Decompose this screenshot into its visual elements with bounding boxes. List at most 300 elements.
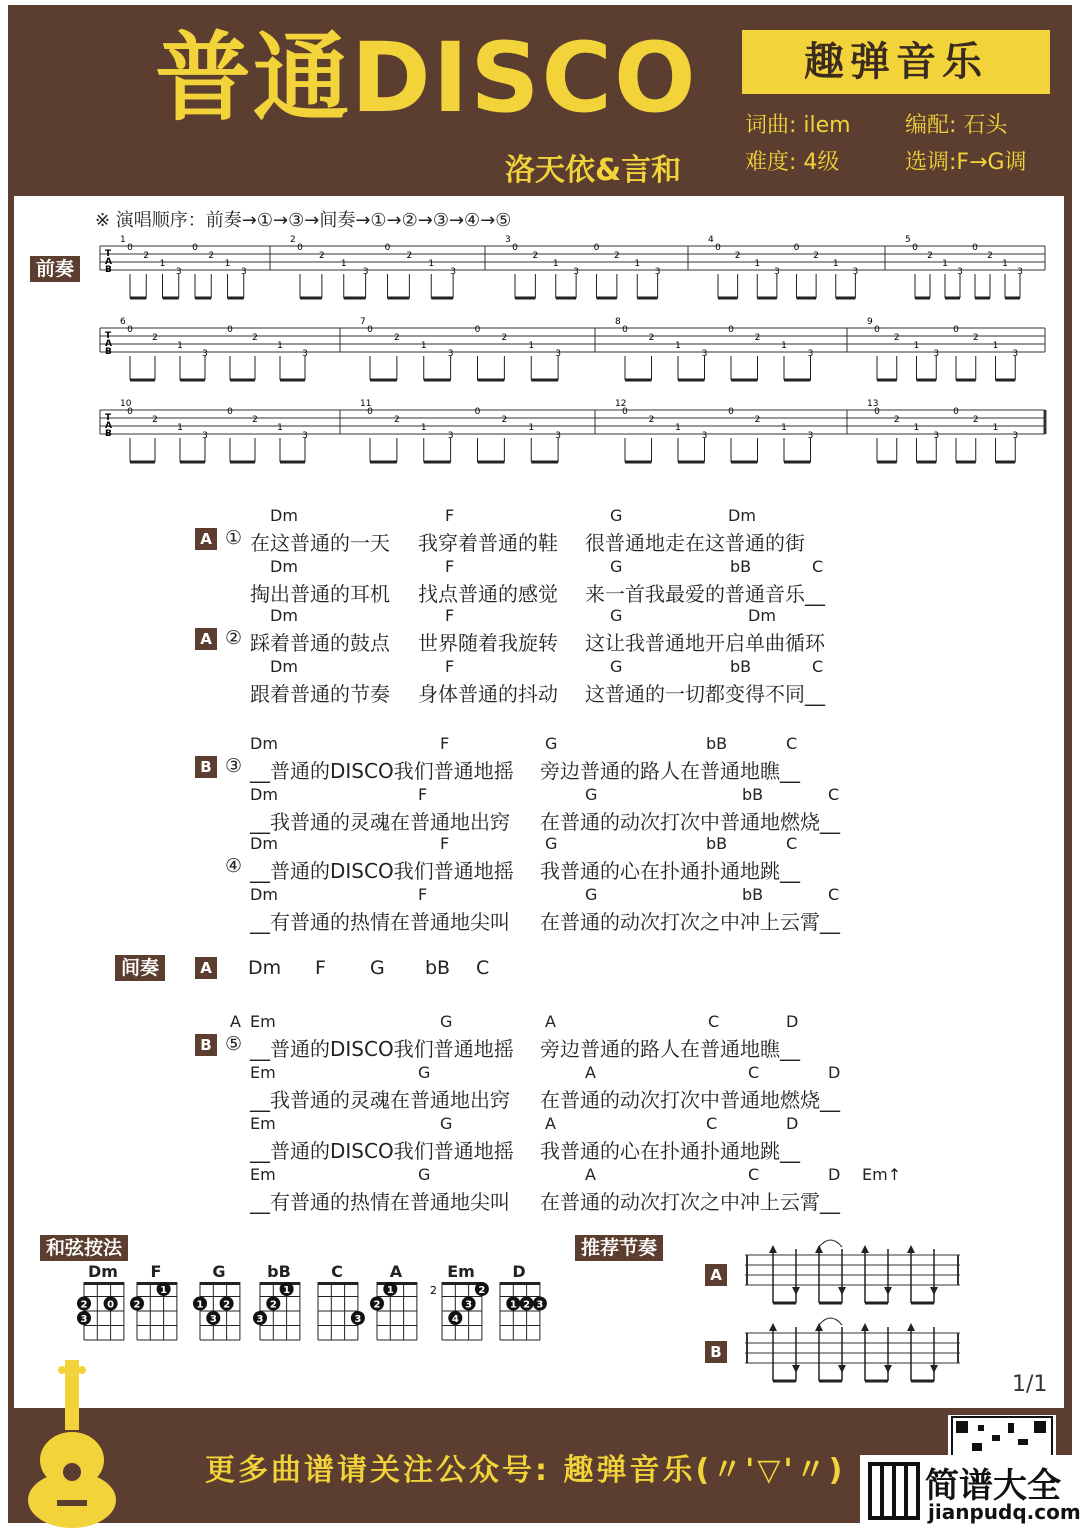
- verse-number: ③: [225, 755, 243, 777]
- chord-symbol: F: [440, 834, 450, 853]
- tab-note: 1: [277, 341, 283, 351]
- nut: [500, 1282, 540, 1285]
- verse-number: ⑤: [225, 1033, 243, 1055]
- tab-note: 0: [192, 243, 198, 253]
- tab-note: 1: [277, 423, 283, 433]
- tab-note: 0: [874, 407, 880, 417]
- tab-note: 2: [252, 415, 258, 425]
- interlude-chord: F: [315, 957, 326, 979]
- chord-symbol: Em: [250, 1012, 276, 1031]
- chord-symbol: G: [545, 834, 558, 853]
- tab-note: 3: [555, 431, 561, 441]
- tab-note: 2: [754, 415, 761, 425]
- chord-diagram-name: bB: [267, 1262, 291, 1281]
- lyric-line: __普通的DISCO我们普通地摇: [250, 1037, 514, 1061]
- tab-note: 3: [302, 349, 308, 359]
- measure-number: 3: [505, 235, 511, 245]
- tab-note: 1: [528, 423, 535, 433]
- finger-number: 2: [133, 1299, 141, 1311]
- measure-number: 8: [615, 317, 621, 327]
- chord-symbol: A: [545, 1114, 556, 1133]
- tab-note: 3: [362, 267, 369, 277]
- chord-diagram-g: [198, 1280, 244, 1344]
- lyric-line: 旁边普通的路人在普通地瞧__: [540, 759, 800, 783]
- chord-symbol: C: [786, 834, 798, 853]
- nut: [137, 1282, 177, 1285]
- difficulty: 难度: 4级: [745, 150, 840, 175]
- chord-symbol: D: [828, 1063, 841, 1082]
- key-info: 选调:F→G调: [905, 150, 1027, 175]
- lyric-line: 踩着普通的鼓点: [250, 631, 390, 655]
- tab-note: 0: [512, 243, 518, 253]
- chord-symbol: F: [418, 885, 428, 904]
- chord-diagram-name: F: [150, 1262, 162, 1281]
- tab-note: 2: [319, 251, 325, 261]
- strum-arrow: [792, 1287, 800, 1295]
- chord-symbol: bB: [730, 657, 752, 676]
- tab-note: 3: [774, 267, 780, 277]
- finger-number: 2: [80, 1299, 88, 1311]
- chord-symbol: Dm: [270, 557, 298, 576]
- tab-note: 2: [734, 251, 741, 261]
- strum-arrow: [930, 1365, 938, 1373]
- finger-number: 2: [523, 1299, 531, 1311]
- strum-arrow: [838, 1365, 846, 1373]
- lyric-line: 旁边普通的路人在普通地瞧__: [540, 1037, 800, 1061]
- tab-note: 0: [874, 325, 880, 335]
- tab-clef-b: B: [105, 265, 112, 275]
- nut: [200, 1282, 240, 1285]
- tab-note: 2: [972, 333, 979, 343]
- lyric-line: 世界随着我旋转: [418, 631, 558, 655]
- finger-number: 2: [373, 1299, 381, 1311]
- lyric-line: 这普通的一切都变得不同__: [585, 682, 825, 706]
- chord-symbol: bB: [742, 785, 764, 804]
- lyric-line: 在普通的动次打次中普通地燃烧__: [540, 1088, 840, 1112]
- qr-code: [948, 1415, 1056, 1459]
- tab-note: 3: [302, 431, 308, 441]
- tab-note: 0: [297, 243, 303, 253]
- tab-note: 0: [622, 407, 628, 417]
- chord-diagram-d: [498, 1280, 544, 1344]
- tab-note: 1: [913, 423, 920, 433]
- chord-symbol: D: [786, 1012, 799, 1031]
- finger-number: 1: [386, 1285, 394, 1296]
- section-mark: A: [195, 528, 217, 550]
- chord-symbol: Em↑: [862, 1165, 902, 1184]
- tab-note: 0: [728, 407, 734, 417]
- chord-symbol: D: [828, 1165, 841, 1184]
- tab-note: 3: [1017, 267, 1023, 277]
- chord-symbol: D: [786, 1114, 799, 1133]
- tab-note: 2: [152, 415, 158, 425]
- tab-clef-t: T: [105, 249, 112, 259]
- tab-note: 1: [1002, 259, 1008, 269]
- tab-note: 2: [143, 251, 150, 261]
- tab-note: 1: [528, 341, 535, 351]
- tab-note: 3: [807, 431, 814, 441]
- nut: [84, 1282, 124, 1285]
- lyric-line: __普通的DISCO我们普通地摇: [250, 1139, 514, 1163]
- lyric-line: __我普通的灵魂在普通地出窍: [250, 810, 510, 834]
- lyric-line: __有普通的热情在普通地尖叫: [250, 1190, 510, 1214]
- artist-name: 洛天依&言和: [505, 153, 682, 188]
- tab-note: 2: [648, 333, 655, 343]
- tab-note: 0: [127, 407, 133, 417]
- strum-arrow: [769, 1323, 777, 1331]
- tab-note: 3: [852, 267, 859, 277]
- tab-note: 2: [927, 251, 933, 261]
- interlude-mark: A: [195, 957, 217, 979]
- finger-number: 3: [209, 1314, 217, 1325]
- lyric-line: __普通的DISCO我们普通地摇: [250, 759, 514, 783]
- chord-diagram-name: G: [212, 1262, 226, 1281]
- measure-number: 4: [708, 235, 714, 245]
- chord-symbol: C: [706, 1114, 718, 1133]
- piano-icon: [868, 1462, 920, 1520]
- tab-note: 2: [614, 251, 620, 261]
- intro-label: 前奏: [30, 256, 80, 282]
- tab-note: 1: [942, 259, 948, 269]
- tab-note: 1: [177, 341, 183, 351]
- tab-note: 3: [175, 267, 182, 277]
- tab-note: 1: [781, 423, 787, 433]
- chord-symbol: F: [445, 606, 455, 625]
- strum-arrow: [930, 1287, 938, 1295]
- lyric-line: 身体普通的抖动: [418, 682, 558, 706]
- tab-note: 0: [728, 325, 734, 335]
- lyric-line: 我穿着普通的鞋: [418, 531, 558, 555]
- tab-note: 1: [992, 423, 999, 433]
- tab-note: 2: [972, 415, 979, 425]
- tab-note: 2: [754, 333, 761, 343]
- tab-clef-a: A: [105, 421, 112, 431]
- interlude-chord: C: [476, 957, 490, 979]
- chord-symbol: Em: [250, 1063, 276, 1082]
- tie-arc: [819, 1318, 842, 1325]
- lyric-line: 在普通的动次打次之中冲上云霄__: [540, 1190, 840, 1214]
- chord-symbol: F: [440, 734, 450, 753]
- tab-note: 0: [912, 243, 918, 253]
- singing-order: ※ 演唱顺序：前奏→①→③→间奏→①→②→③→④→⑤: [95, 210, 512, 231]
- strum-arrow: [861, 1245, 869, 1253]
- tab-note: 2: [406, 251, 413, 261]
- tab-note: 2: [813, 251, 819, 261]
- lyric-line: 很普通地走在这普通的街: [585, 531, 805, 555]
- chord-diagram-em: [440, 1280, 486, 1344]
- chord-symbol: bB: [706, 734, 728, 753]
- tab-note: 1: [340, 259, 347, 269]
- chord-symbol: Dm: [270, 506, 298, 525]
- finger-number: 2: [269, 1299, 277, 1311]
- chord-symbol: bB: [730, 557, 752, 576]
- chord-symbol: G: [585, 885, 598, 904]
- tab-note: 1: [224, 259, 231, 269]
- tab-note: 2: [252, 333, 258, 343]
- tab-note: 2: [394, 415, 400, 425]
- chord-symbol: Dm: [728, 506, 756, 525]
- strum-arrow: [861, 1323, 869, 1331]
- chord-symbol: C: [812, 657, 824, 676]
- chord-symbol: C: [828, 785, 840, 804]
- tab-note: 3: [654, 267, 661, 277]
- tab-clef-b: B: [105, 429, 112, 439]
- chord-symbol: Dm: [748, 606, 776, 625]
- chord-symbol: C: [812, 557, 824, 576]
- tab-note: 1: [177, 423, 183, 433]
- tab-note: 3: [555, 349, 561, 359]
- tab-note: 2: [532, 251, 539, 261]
- strum-arrow: [769, 1245, 777, 1253]
- tab-note: 1: [675, 423, 681, 433]
- verse-number: ④: [225, 855, 243, 877]
- tab-note: 1: [428, 259, 435, 269]
- measure-number: 13: [867, 399, 879, 409]
- tab-note: 1: [992, 341, 999, 351]
- chord-symbol: F: [445, 657, 455, 676]
- tab-note: 3: [573, 267, 579, 277]
- brand-badge: 趣弹音乐: [742, 30, 1050, 94]
- chord-symbol: Dm: [250, 885, 278, 904]
- strum-arrow: [838, 1287, 846, 1295]
- chord-symbol: A: [545, 1012, 556, 1031]
- chord-symbol: F: [445, 506, 455, 525]
- chord-fingering-label: 和弦按法: [40, 1235, 128, 1261]
- chord-diagram-name: Dm: [88, 1262, 118, 1281]
- chord-symbol: C: [748, 1063, 760, 1082]
- tab-note: 3: [202, 431, 208, 441]
- strum-arrow: [815, 1323, 823, 1331]
- chord-diagram-f: [135, 1280, 181, 1344]
- tab-note: 0: [127, 325, 133, 335]
- lyric-line: 掏出普通的耳机: [250, 582, 390, 606]
- tab-note: 2: [501, 415, 508, 425]
- rhythm-b-mark: B: [705, 1341, 727, 1363]
- chord-diagram-name: D: [512, 1262, 526, 1281]
- interlude-chord: bB: [425, 957, 451, 979]
- tab-note: 2: [648, 415, 655, 425]
- lyric-line: 跟着普通的节奏: [250, 682, 390, 706]
- chord-symbol: G: [610, 606, 623, 625]
- tab-note: 3: [957, 267, 963, 277]
- finger-number: 4: [451, 1314, 459, 1325]
- chord-diagram-c: [316, 1280, 362, 1344]
- chord-symbol: Dm: [250, 785, 278, 804]
- section-mark: B: [195, 756, 217, 778]
- finger-number: 1: [160, 1285, 168, 1296]
- finger-number: 3: [80, 1314, 88, 1325]
- site-name: 简谱大全: [925, 1466, 1061, 1506]
- chord-symbol: G: [610, 657, 623, 676]
- finger-number: 3: [354, 1314, 362, 1325]
- tab-note: 1: [159, 259, 166, 269]
- strum-arrow: [884, 1287, 892, 1295]
- lyric-line: 我普通的心在扑通扑通地跳__: [540, 859, 800, 883]
- tab-note: 3: [933, 431, 940, 441]
- chord-symbol: G: [610, 557, 623, 576]
- chord-symbol: F: [445, 557, 455, 576]
- tab-note: 3: [1012, 349, 1019, 359]
- measure-number: 7: [360, 317, 366, 327]
- chord-diagram-name: Em: [447, 1262, 475, 1281]
- rhythm-pattern: [745, 1245, 965, 1395]
- measure-number: 9: [867, 317, 873, 327]
- tab-note: 3: [807, 349, 814, 359]
- song-title: 普通DISCO: [155, 22, 698, 134]
- rhythm-a-mark: A: [705, 1264, 727, 1286]
- chord-symbol: F: [418, 785, 428, 804]
- tab-note: 2: [208, 251, 215, 261]
- tab-note: 2: [987, 251, 993, 261]
- chord-symbol: C: [708, 1012, 720, 1031]
- tab-note: 1: [420, 341, 427, 351]
- tab-clef-a: A: [105, 257, 112, 267]
- tab-note: 0: [474, 407, 481, 417]
- tab-note: 3: [447, 431, 454, 441]
- tab-note: 3: [240, 267, 247, 277]
- lyric-line: __普通的DISCO我们普通地摇: [250, 859, 514, 883]
- interlude-chord: G: [370, 957, 385, 979]
- chord-symbol: G: [610, 506, 623, 525]
- measure-number: 5: [905, 235, 911, 245]
- tab-clef-a: A: [105, 339, 112, 349]
- fret-number: 2: [430, 1284, 437, 1297]
- tab-note: 2: [893, 415, 900, 425]
- measure-number: 6: [120, 317, 126, 327]
- lyric-line: 在普通的动次打次中普通地燃烧__: [540, 810, 840, 834]
- tab-note: 2: [501, 333, 508, 343]
- chord-symbol: C: [786, 734, 798, 753]
- tab-note: 1: [634, 259, 641, 269]
- tab-note: 0: [227, 325, 233, 335]
- chord-diagram-name: C: [331, 1262, 343, 1281]
- finger-number: 1: [509, 1299, 517, 1311]
- finger-number: 0: [107, 1299, 115, 1311]
- tab-note: 0: [474, 325, 481, 335]
- tab-note: 0: [384, 243, 391, 253]
- tab-note: 0: [793, 243, 800, 253]
- strum-arrow: [884, 1365, 892, 1373]
- nut: [377, 1282, 417, 1285]
- chord-symbol: G: [585, 785, 598, 804]
- tab-note: 0: [622, 325, 628, 335]
- section-mark: A: [195, 628, 217, 650]
- page-number: 1/1: [1012, 1372, 1048, 1397]
- tab-note: 1: [420, 423, 427, 433]
- ukulele-logo: [22, 1360, 122, 1525]
- chord-symbol: A: [585, 1165, 596, 1184]
- chord-symbol: A: [230, 1012, 241, 1031]
- chord-diagram-bb: [258, 1280, 304, 1344]
- finger-number: 1: [283, 1285, 291, 1296]
- finger-number: 3: [256, 1314, 264, 1325]
- measure-number: 1: [120, 235, 126, 245]
- lyricist-composer: 词曲: ilem: [745, 113, 851, 138]
- nut: [260, 1282, 300, 1285]
- nut: [318, 1282, 358, 1285]
- lyric-line: 在普通的动次打次之中冲上云霄__: [540, 910, 840, 934]
- chord-symbol: Dm: [250, 834, 278, 853]
- intro-tablature: [95, 228, 1055, 498]
- chord-diagram-name: A: [389, 1262, 403, 1281]
- strum-arrow: [815, 1245, 823, 1253]
- finger-number: 2: [478, 1285, 486, 1296]
- finger-number: 1: [196, 1299, 204, 1311]
- tab-note: 2: [152, 333, 158, 343]
- tab-note: 1: [781, 341, 787, 351]
- chord-symbol: G: [440, 1012, 453, 1031]
- lyric-line: 在这普通的一天: [250, 531, 390, 555]
- tab-note: 0: [953, 407, 959, 417]
- tab-clef-t: T: [105, 331, 112, 341]
- rhythm-label: 推荐节奏: [575, 1235, 663, 1261]
- lyric-line: __有普通的热情在普通地尖叫: [250, 910, 510, 934]
- tab-note: 2: [893, 333, 900, 343]
- chord-symbol: Em: [250, 1114, 276, 1133]
- lyric-line: 来一首我最爱的普通音乐__: [585, 582, 825, 606]
- finger-number: 3: [465, 1299, 473, 1311]
- interlude-label: 间奏: [115, 955, 165, 981]
- measure-number: 11: [360, 399, 372, 409]
- tab-clef-b: B: [105, 347, 112, 357]
- verse-number: ②: [225, 627, 243, 649]
- tab-note: 0: [367, 407, 373, 417]
- tab-note: 0: [127, 243, 133, 253]
- measure-number: 12: [615, 399, 627, 409]
- follow-text: 更多曲谱请关注公众号: 趣弹音乐(〃'▽'〃): [205, 1453, 846, 1488]
- tab-note: 3: [701, 349, 708, 359]
- chord-symbol: Em: [250, 1165, 276, 1184]
- tab-note: 0: [972, 243, 978, 253]
- tab-note: 1: [832, 259, 839, 269]
- strum-arrow: [792, 1365, 800, 1373]
- tab-note: 0: [367, 325, 373, 335]
- chord-symbol: bB: [706, 834, 728, 853]
- tab-note: 1: [913, 341, 920, 351]
- tab-note: 0: [715, 243, 721, 253]
- tab-note: 3: [1012, 431, 1019, 441]
- finger-number: 2: [223, 1299, 231, 1311]
- chord-symbol: Dm: [250, 734, 278, 753]
- tab-note: 1: [552, 259, 559, 269]
- chord-symbol: Dm: [270, 657, 298, 676]
- verse-number: ①: [225, 527, 243, 549]
- tab-note: 3: [202, 349, 208, 359]
- strum-arrow: [907, 1245, 915, 1253]
- chord-symbol: Dm: [270, 606, 298, 625]
- chord-symbol: G: [440, 1114, 453, 1133]
- arranger: 编配: 石头: [905, 113, 1008, 138]
- lyric-line: 这让我普通地开启单曲循环: [585, 631, 825, 655]
- section-mark: B: [195, 1034, 217, 1056]
- tab-note: 3: [447, 349, 454, 359]
- tab-clef-t: T: [105, 413, 112, 423]
- interlude-chord: Dm: [248, 957, 282, 979]
- nut: [442, 1282, 482, 1285]
- tab-note: 3: [701, 431, 708, 441]
- lyric-line: 找点普通的感觉: [418, 582, 558, 606]
- chord-symbol: C: [828, 885, 840, 904]
- measure-number: 2: [290, 235, 296, 245]
- lyric-line: 我普通的心在扑通扑通地跳__: [540, 1139, 800, 1163]
- tab-note: 1: [754, 259, 761, 269]
- tab-note: 0: [953, 325, 959, 335]
- chord-diagram-dm: [82, 1280, 128, 1344]
- tab-note: 1: [675, 341, 681, 351]
- chord-symbol: G: [545, 734, 558, 753]
- tab-note: 3: [933, 349, 940, 359]
- tab-note: 0: [593, 243, 600, 253]
